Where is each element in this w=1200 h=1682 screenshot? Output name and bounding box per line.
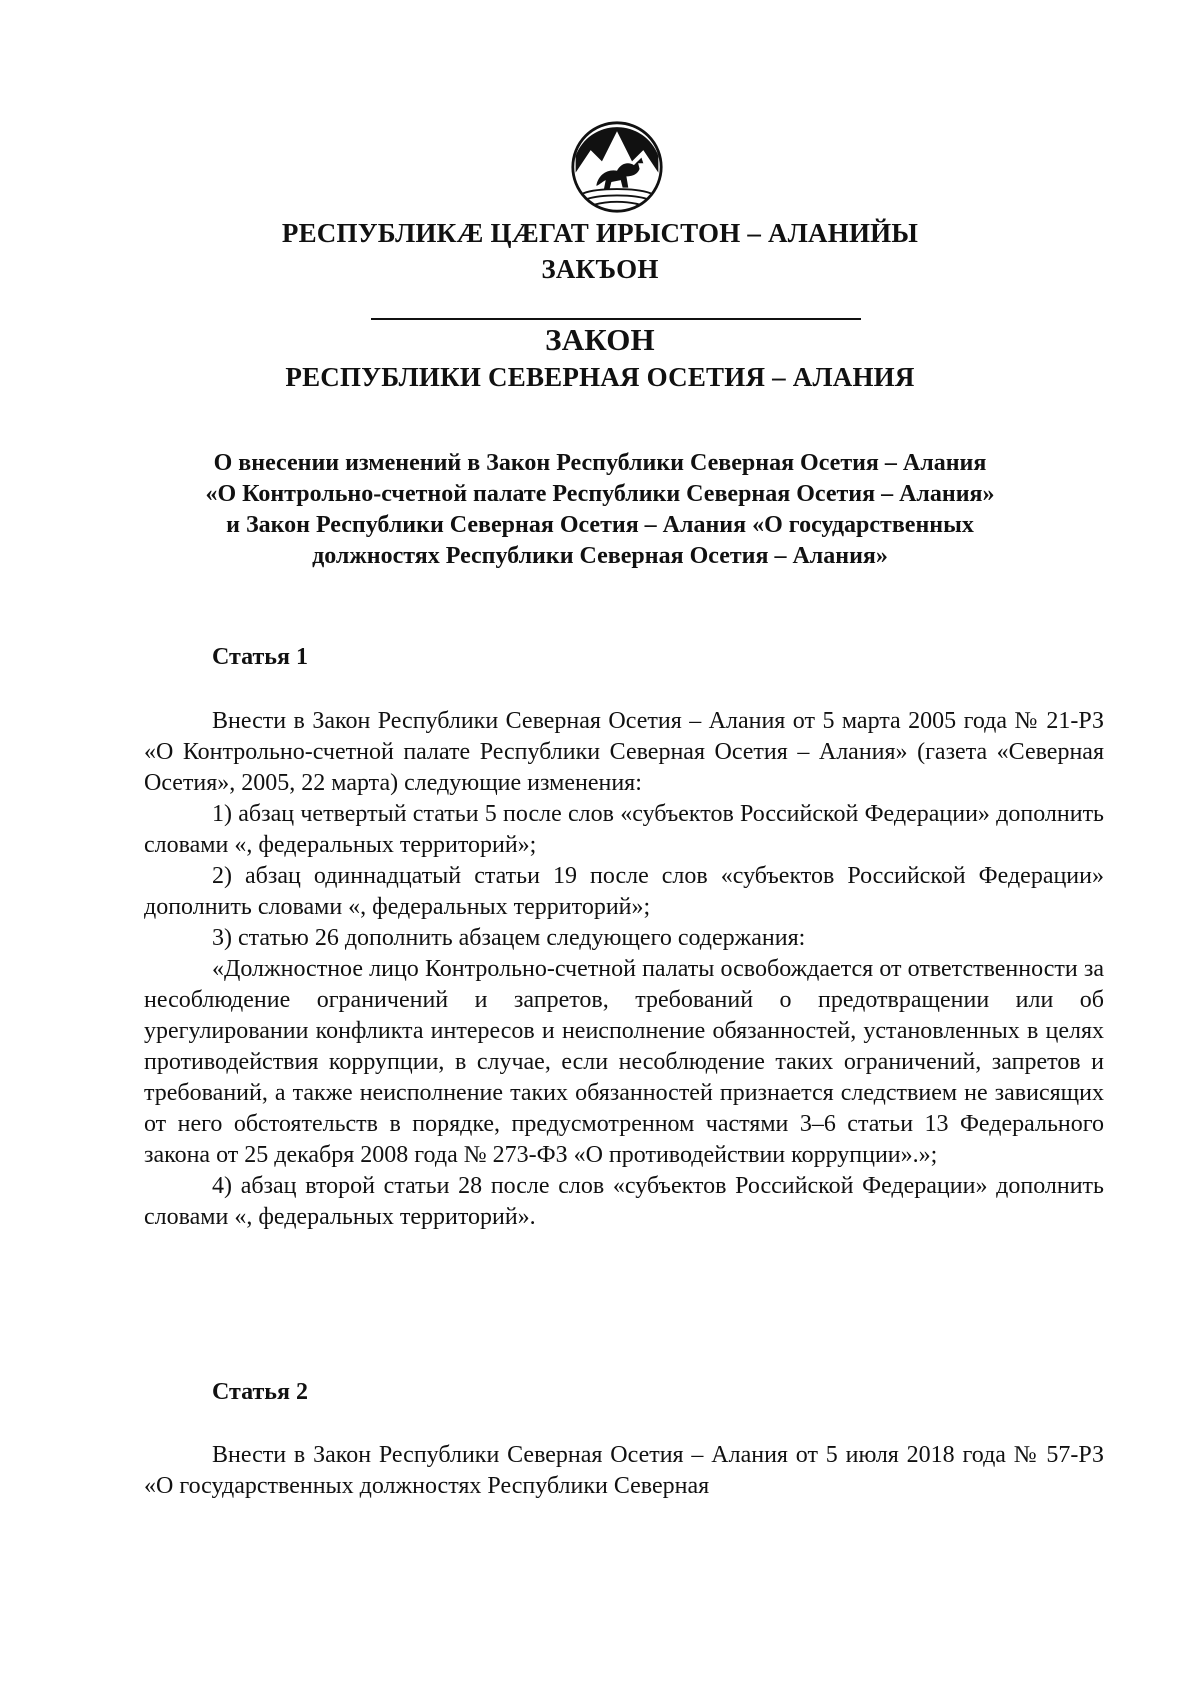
- article-2-body: [144, 1440, 1104, 1502]
- russian-republic-name: РЕСПУБЛИКИ СЕВЕРНАЯ ОСЕТИЯ – АЛАНИЯ: [285, 362, 915, 392]
- ossetian-republic-name: РЕСПУБЛИКӔ ЦӔГАТ ИРЫСТОН – АЛАНИЙЫ: [281, 218, 919, 248]
- article-2-heading: Статья 2: [212, 1379, 308, 1405]
- north-ossetia-coat-of-arms-icon: [570, 120, 664, 214]
- title-line: «О Контрольно-счетной палате Республики Северная Осетия – Алания»: [205, 481, 995, 507]
- title-line: и Закон Республики Северная Осетия – Алания «О государственных: [226, 512, 974, 538]
- article-1-item-3: 3) статью 26 дополнить абзацем следующего содержания:: [212, 925, 806, 951]
- title-line: должностях Республики Северная Осетия – Алания»: [312, 543, 888, 569]
- header-divider: [371, 318, 861, 320]
- article-1-quoted-text: «Должностное лицо Контрольно-счетной палаты освобождается от ответственности за несоблюдение ограничений и запретов, требований о предотвращении или об урегулировании конфликта интересов и неисполнение обязанностей, установленных в целях противодействия коррупции, в случае, если несоблюдение таких ограничений, запретов и требований, а также неисполнение таких обязанностей признается следствием не зависящих от него обстоятельств в порядке, предусмотренном частями 3–6 статьи 13 Федерального закона от 25 декабря 2008 года № 273-ФЗ «О противодействии коррупции».»;: [144, 956, 1104, 1168]
- article-1-item-2: 2) абзац одиннадцатый статьи 19 после слов «субъектов Российской Федерации» дополнить словами «, федеральных территорий»;: [144, 863, 1104, 920]
- russian-law-word: ЗАКОН: [545, 322, 655, 357]
- article-1-heading: Статья 1: [212, 644, 308, 670]
- ossetian-law-word: ЗАКЪОН: [541, 254, 659, 284]
- title-line: О внесении изменений в Закон Республики Северная Осетия – Алания: [213, 450, 987, 476]
- article-2-intro: Внести в Закон Республики Северная Осетия – Алания от 5 июля 2018 года № 57-РЗ «О государственных должностях Республики Северная: [144, 1442, 1104, 1499]
- article-1-intro: Внести в Закон Республики Северная Осетия – Алания от 5 марта 2005 года № 21-РЗ «О Контрольно-счетной палате Республики Северная Осетия – Алания» (газета «Северная Осетия», 2005, 22 марта) следующие изменения:: [144, 708, 1104, 796]
- law-title: [150, 448, 1050, 572]
- article-1-item-4: 4) абзац второй статьи 28 после слов «субъектов Российской Федерации» дополнить словами «, федеральных территорий».: [144, 1173, 1104, 1230]
- article-1-body: [144, 706, 1104, 1233]
- article-1-item-1: 1) абзац четвертый статьи 5 после слов «субъектов Российской Федерации» дополнить словами «, федеральных территорий»;: [144, 801, 1104, 858]
